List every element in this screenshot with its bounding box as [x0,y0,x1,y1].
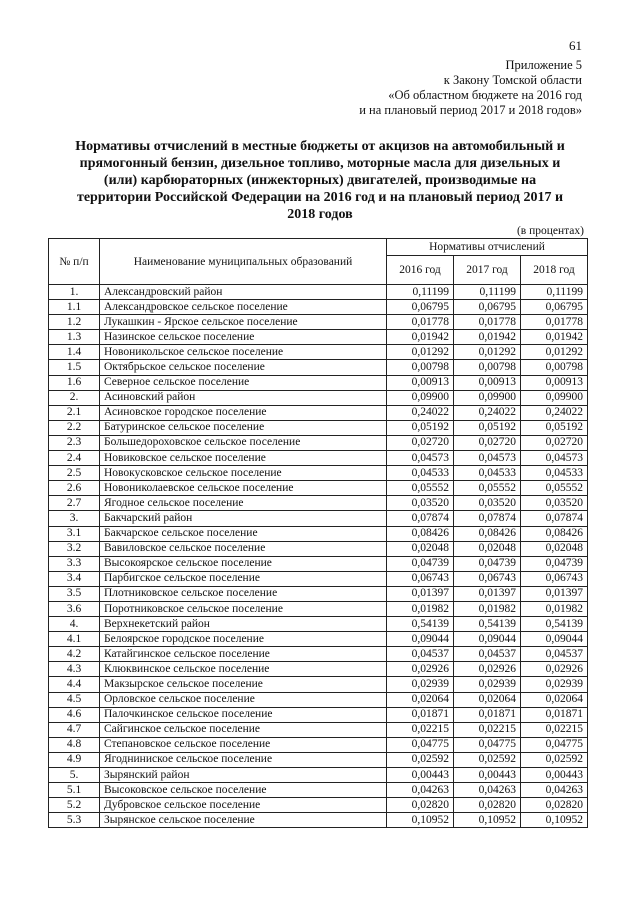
cell-name: Палочкинское сельское поселение [100,707,387,722]
cell-name: Большедороховское сельское поселение [100,435,387,450]
cell-name: Ягодное сельское поселение [100,496,387,511]
cell-name: Лукашкин - Ярское сельское поселение [100,315,387,330]
cell-name: Высоковское сельское поселение [100,783,387,798]
cell-name: Сайгинское сельское поселение [100,722,387,737]
cell-2018: 0,00913 [521,375,588,390]
cell-name: Клюквинское сельское поселение [100,662,387,677]
cell-2016: 0,54139 [387,617,454,632]
table-header-row [49,239,588,256]
table-row [49,451,588,466]
cell-2016: 0,09044 [387,632,454,647]
cell-2017: 0,05552 [454,481,521,496]
cell-2018: 0,02215 [521,722,588,737]
cell-2018: 0,02939 [521,677,588,692]
cell-2017: 0,04739 [454,556,521,571]
table-row [49,466,588,481]
cell-name: Новоникольское сельское поселение [100,345,387,360]
cell-num: 3.4 [49,571,100,586]
cell-num: 4.9 [49,752,100,767]
table-row [49,768,588,783]
norms-table [48,238,588,828]
cell-name: Александровский район [100,285,387,300]
cell-2017: 0,04775 [454,737,521,752]
cell-2018: 0,04533 [521,466,588,481]
cell-2018: 0,02926 [521,662,588,677]
cell-2018: 0,02048 [521,541,588,556]
cell-2018: 0,01871 [521,707,588,722]
cell-name: Асиновское городское поселение [100,405,387,420]
cell-2018: 0,10952 [521,813,588,828]
cell-2017: 0,04537 [454,647,521,662]
cell-2017: 0,24022 [454,405,521,420]
cell-2018: 0,08426 [521,526,588,541]
cell-name: Вавиловское сельское поселение [100,541,387,556]
cell-2017: 0,01778 [454,315,521,330]
table-row [49,496,588,511]
table-row [49,435,588,450]
appendix-line: и на плановый период 2017 и 2018 годов» [359,103,582,117]
cell-2016: 0,08426 [387,526,454,541]
cell-2018: 0,01982 [521,601,588,616]
cell-name: Зырянский район [100,768,387,783]
table-row [49,798,588,813]
cell-2016: 0,01942 [387,330,454,345]
cell-2018: 0,09900 [521,390,588,405]
cell-2018: 0,02720 [521,435,588,450]
appendix-header [359,58,582,118]
cell-2017: 0,07874 [454,511,521,526]
cell-2018: 0,04537 [521,647,588,662]
cell-name: Назинское сельское поселение [100,330,387,345]
cell-name: Ягодниниское сельское поселение [100,752,387,767]
cell-2018: 0,06743 [521,571,588,586]
cell-2016: 0,01778 [387,315,454,330]
cell-2017: 0,01397 [454,586,521,601]
cell-num: 3.3 [49,556,100,571]
cell-2016: 0,02720 [387,435,454,450]
cell-num: 2.5 [49,466,100,481]
cell-2017: 0,02926 [454,662,521,677]
cell-2018: 0,01397 [521,586,588,601]
cell-num: 1.5 [49,360,100,375]
table-row [49,556,588,571]
cell-2018: 0,02064 [521,692,588,707]
cell-num: 3.6 [49,601,100,616]
table-row [49,511,588,526]
cell-num: 4.6 [49,707,100,722]
cell-2017: 0,06795 [454,300,521,315]
cell-2016: 0,05552 [387,481,454,496]
cell-num: 4.7 [49,722,100,737]
cell-num: 3.5 [49,586,100,601]
table-row [49,360,588,375]
cell-2016: 0,01871 [387,707,454,722]
unit-note: (в процентах) [516,225,584,237]
cell-2017: 0,01982 [454,601,521,616]
cell-num: 2.3 [49,435,100,450]
cell-num: 2.7 [49,496,100,511]
cell-2016: 0,07874 [387,511,454,526]
table-row [49,526,588,541]
cell-num: 4. [49,617,100,632]
cell-2016: 0,02215 [387,722,454,737]
table-row [49,722,588,737]
cell-num: 1.6 [49,375,100,390]
cell-2018: 0,05192 [521,420,588,435]
cell-2018: 0,00798 [521,360,588,375]
cell-2018: 0,04739 [521,556,588,571]
cell-name: Макзырское сельское поселение [100,677,387,692]
cell-name: Белоярское городское поселение [100,632,387,647]
table-row [49,737,588,752]
cell-name: Плотниковское сельское поселение [100,586,387,601]
cell-2017: 0,04533 [454,466,521,481]
cell-2017: 0,01942 [454,330,521,345]
cell-2018: 0,03520 [521,496,588,511]
table-row [49,707,588,722]
cell-2016: 0,06743 [387,571,454,586]
cell-2016: 0,02592 [387,752,454,767]
cell-num: 3.2 [49,541,100,556]
cell-num: 4.5 [49,692,100,707]
cell-name: Зырянское сельское поселение [100,813,387,828]
cell-2016: 0,11199 [387,285,454,300]
cell-name: Степановское сельское поселение [100,737,387,752]
cell-num: 1.2 [49,315,100,330]
table-row [49,571,588,586]
cell-num: 2.6 [49,481,100,496]
cell-2016: 0,01292 [387,345,454,360]
cell-2018: 0,00443 [521,768,588,783]
cell-2016: 0,10952 [387,813,454,828]
table-row [49,330,588,345]
header-2016: 2016 год [387,256,454,285]
cell-num: 1. [49,285,100,300]
cell-2016: 0,00913 [387,375,454,390]
cell-name: Октябрьское сельское поселение [100,360,387,375]
cell-2018: 0,04573 [521,451,588,466]
cell-2017: 0,04263 [454,783,521,798]
cell-num: 4.1 [49,632,100,647]
cell-2016: 0,02820 [387,798,454,813]
appendix-line: «Об областном бюджете на 2016 год [388,88,582,102]
cell-2016: 0,02939 [387,677,454,692]
cell-2018: 0,06795 [521,300,588,315]
cell-2018: 0,01942 [521,330,588,345]
cell-2017: 0,06743 [454,571,521,586]
cell-2017: 0,03520 [454,496,521,511]
cell-name: Орловское сельское поселение [100,692,387,707]
cell-2018: 0,05552 [521,481,588,496]
cell-num: 5.2 [49,798,100,813]
cell-2018: 0,04775 [521,737,588,752]
cell-num: 2.2 [49,420,100,435]
cell-2018: 0,24022 [521,405,588,420]
table-row [49,692,588,707]
cell-2016: 0,04263 [387,783,454,798]
cell-2017: 0,09900 [454,390,521,405]
cell-2018: 0,07874 [521,511,588,526]
page-number: 61 [569,38,582,53]
cell-num: 5. [49,768,100,783]
cell-num: 4.3 [49,662,100,677]
cell-name: Поротниковское сельское поселение [100,601,387,616]
cell-num: 2.1 [49,405,100,420]
table-row [49,541,588,556]
cell-2018: 0,04263 [521,783,588,798]
cell-num: 4.4 [49,677,100,692]
table-row [49,632,588,647]
cell-num: 3.1 [49,526,100,541]
cell-2017: 0,02064 [454,692,521,707]
cell-2017: 0,10952 [454,813,521,828]
table-row [49,617,588,632]
table-row [49,375,588,390]
cell-num: 1.3 [49,330,100,345]
cell-2017: 0,00798 [454,360,521,375]
cell-num: 1.1 [49,300,100,315]
table-row [49,315,588,330]
table-row [49,405,588,420]
table-row [49,647,588,662]
cell-name: Александровское сельское поселение [100,300,387,315]
cell-2016: 0,01397 [387,586,454,601]
cell-name: Парбигское сельское поселение [100,571,387,586]
appendix-line: к Закону Томской области [443,73,582,87]
table-row [49,390,588,405]
cell-name: Новокусковское сельское поселение [100,466,387,481]
table-row [49,285,588,300]
cell-2017: 0,01292 [454,345,521,360]
cell-name: Асиновский район [100,390,387,405]
cell-2017: 0,11199 [454,285,521,300]
cell-name: Бакчарское сельское поселение [100,526,387,541]
cell-name: Катайгинское сельское поселение [100,647,387,662]
cell-num: 3. [49,511,100,526]
table-row [49,752,588,767]
cell-2016: 0,02926 [387,662,454,677]
cell-name: Высокоярское сельское поселение [100,556,387,571]
cell-2018: 0,01292 [521,345,588,360]
cell-num: 2. [49,390,100,405]
table-row [49,420,588,435]
cell-num: 4.8 [49,737,100,752]
header-2017: 2017 год [454,256,521,285]
cell-2016: 0,00798 [387,360,454,375]
cell-2016: 0,06795 [387,300,454,315]
cell-num: 5.3 [49,813,100,828]
cell-2018: 0,01778 [521,315,588,330]
table-row [49,813,588,828]
cell-2017: 0,02720 [454,435,521,450]
cell-2017: 0,05192 [454,420,521,435]
cell-2016: 0,04537 [387,647,454,662]
cell-2017: 0,01871 [454,707,521,722]
cell-2017: 0,54139 [454,617,521,632]
cell-2017: 0,00443 [454,768,521,783]
cell-2017: 0,02215 [454,722,521,737]
cell-2016: 0,24022 [387,405,454,420]
cell-name: Верхнекетский район [100,617,387,632]
header-2018: 2018 год [521,256,588,285]
cell-2018: 0,11199 [521,285,588,300]
cell-2016: 0,00443 [387,768,454,783]
cell-2016: 0,04775 [387,737,454,752]
document-title: Нормативы отчислений в местные бюджеты от акцизов на автомобильный и прямогонный бензин, дизельное топливо, моторные масла для дизельных и (или) карбюраторных (инжекторных) двигателей, производимые на территории Российской Федерации на 2016 год и на плановый период 2017 и 2018 годов [75,139,565,222]
cell-name: Дубровское сельское поселение [100,798,387,813]
cell-2018: 0,02820 [521,798,588,813]
cell-2017: 0,02820 [454,798,521,813]
cell-2017: 0,02939 [454,677,521,692]
cell-2016: 0,09900 [387,390,454,405]
cell-2017: 0,08426 [454,526,521,541]
cell-2016: 0,03520 [387,496,454,511]
cell-2017: 0,00913 [454,375,521,390]
table-row [49,662,588,677]
cell-2017: 0,02048 [454,541,521,556]
cell-2016: 0,04739 [387,556,454,571]
cell-2016: 0,04533 [387,466,454,481]
cell-num: 5.1 [49,783,100,798]
cell-2017: 0,02592 [454,752,521,767]
table-row [49,481,588,496]
appendix-line: Приложение 5 [505,58,582,72]
cell-2017: 0,09044 [454,632,521,647]
header-name: Наименование муниципальных образований [100,239,387,285]
cell-num: 2.4 [49,451,100,466]
header-num: № п/п [49,239,100,285]
cell-2018: 0,09044 [521,632,588,647]
cell-name: Новониколаевское сельское поселение [100,481,387,496]
table-row [49,300,588,315]
cell-2016: 0,01982 [387,601,454,616]
cell-2018: 0,02592 [521,752,588,767]
cell-name: Северное сельское поселение [100,375,387,390]
cell-2016: 0,02064 [387,692,454,707]
cell-name: Батуринское сельское поселение [100,420,387,435]
cell-2017: 0,04573 [454,451,521,466]
cell-2016: 0,04573 [387,451,454,466]
cell-2018: 0,54139 [521,617,588,632]
cell-num: 4.2 [49,647,100,662]
table-row [49,677,588,692]
cell-2016: 0,05192 [387,420,454,435]
cell-2016: 0,02048 [387,541,454,556]
table-body [49,285,588,828]
cell-num: 1.4 [49,345,100,360]
table-row [49,601,588,616]
table-row [49,345,588,360]
cell-name: Новиковское сельское поселение [100,451,387,466]
table-row [49,783,588,798]
header-group: Нормативы отчислений [387,239,588,256]
table-row [49,586,588,601]
cell-name: Бакчарский район [100,511,387,526]
